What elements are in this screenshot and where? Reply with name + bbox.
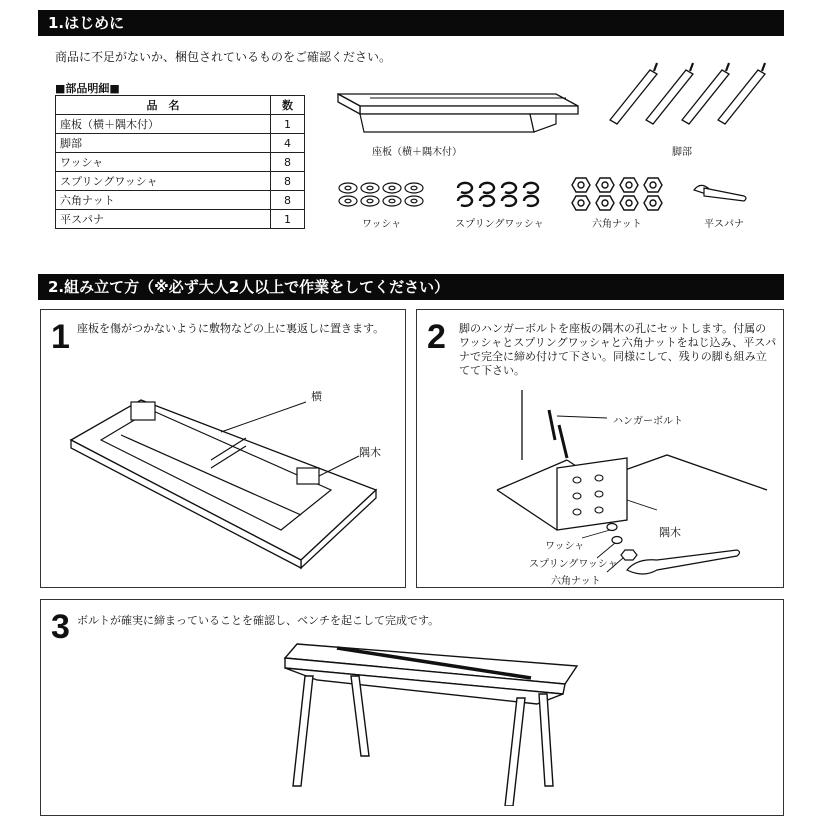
section-1-title: 1.はじめに <box>38 10 784 36</box>
section-2-title: 2.組み立て方（※必ず大人2人以上で作業をしてください） <box>38 274 784 300</box>
step-2-label-sumigi: 隅木 <box>659 526 681 539</box>
table-row <box>56 172 305 191</box>
step-2-panel <box>416 309 784 588</box>
table-row <box>56 134 305 153</box>
washer-icon <box>336 180 428 210</box>
part-name: 平スパナ <box>56 210 271 229</box>
step-2-label-hanger-bolt: ハンガーボルト <box>613 416 683 427</box>
step-2-label-washer: ワッシャ <box>545 541 585 552</box>
part-qty: 1 <box>271 210 305 229</box>
legs-illustration <box>600 60 775 130</box>
step-2-number: 2 <box>427 318 446 356</box>
spanner-label: 平スパナ <box>704 219 744 230</box>
part-name: 六角ナット <box>56 191 271 210</box>
part-name: スプリングワッシャ <box>56 172 271 191</box>
seat-label: 座板（横＋隅木付） <box>372 147 462 158</box>
step-1-label-yoko: 横 <box>311 390 322 403</box>
step-1-label-sumigi: 隅木 <box>359 446 381 459</box>
step-3-text: ボルトが確実に締まっていることを確認し、ベンチを起こして完成です。 <box>77 614 440 627</box>
step-2-label-spring-washer: スプリングワッシャ <box>529 559 618 570</box>
parts-heading: ■部品明細■ <box>55 82 120 95</box>
legs-label: 脚部 <box>672 147 692 158</box>
parts-table <box>55 95 305 229</box>
spring-washer-label: スプリングワッシャ <box>455 219 544 230</box>
spring-washer-icon <box>452 180 544 210</box>
step-1-text: 座板を傷がつかないように敷物などの上に裏返しに置きます。 <box>77 322 385 335</box>
step-1-illustration <box>61 380 391 580</box>
part-qty: 1 <box>271 115 305 134</box>
step-2-label-hex-nut: 六角ナット <box>551 576 601 587</box>
seat-board-illustration <box>330 84 580 142</box>
step-2-text: 脚のハンガーボルトを座板の隅木の孔にセットします。付属のワッシャとスプリングワッシャと六角ナットをねじ込み、平スパナで完全に締め付けて下さい。同様にして、残りの脚も組み立てて下さい。 <box>459 322 777 377</box>
part-qty: 8 <box>271 191 305 210</box>
table-row <box>56 115 305 134</box>
bench-illustration <box>277 636 587 806</box>
table-row <box>56 191 305 210</box>
step-3-panel <box>40 599 784 816</box>
intro-text: 商品に不足がないか、梱包されているものをご確認ください。 <box>55 50 392 64</box>
col-header-name: 品 名 <box>56 96 271 115</box>
washer-label: ワッシャ <box>362 219 402 230</box>
part-name: 脚部 <box>56 134 271 153</box>
table-row <box>56 210 305 229</box>
step-1-number: 1 <box>51 318 70 356</box>
hex-nut-label: 六角ナット <box>592 219 642 230</box>
spanner-icon <box>690 182 750 208</box>
step-3-number: 3 <box>51 608 70 646</box>
part-qty: 4 <box>271 134 305 153</box>
part-name: ワッシャ <box>56 153 271 172</box>
part-qty: 8 <box>271 153 305 172</box>
part-qty: 8 <box>271 172 305 191</box>
hex-nut-icon <box>568 176 664 212</box>
table-header-row <box>56 96 305 115</box>
step-1-panel <box>40 309 406 588</box>
table-row <box>56 153 305 172</box>
part-name: 座板（横＋隅木付） <box>56 115 271 134</box>
col-header-qty: 数 <box>271 96 305 115</box>
